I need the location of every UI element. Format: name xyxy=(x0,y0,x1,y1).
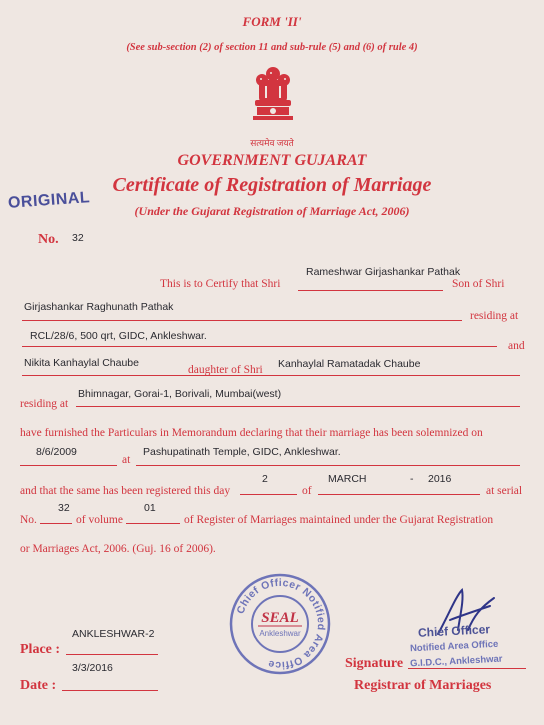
bride-father-name: Kanhaylal Ramatadak Chaube xyxy=(278,358,421,370)
of-volume-label: of volume xyxy=(76,514,123,526)
residing-at-label-2: residing at xyxy=(20,398,69,410)
groom-address: RCL/28/6, 500 qrt, GIDC, Ankleshwar. xyxy=(30,330,207,342)
officer-stamp-line1: Chief Officer xyxy=(417,622,491,640)
and-label: and xyxy=(508,340,525,352)
son-of-label: Son of Shri xyxy=(452,278,505,290)
registrar-label: Registrar of Marriages xyxy=(354,678,492,693)
bride-address-line xyxy=(76,406,520,407)
officer-stamp-line2: Notified Area Office xyxy=(409,638,499,655)
serial-no-line xyxy=(40,523,72,524)
at-serial-label: at serial xyxy=(486,485,523,497)
form-title: FORM 'II' xyxy=(242,14,302,29)
serial-no: 32 xyxy=(58,502,70,514)
date-value: 3/3/2016 xyxy=(72,662,113,674)
subsection-note: (See sub-section (2) of section 11 and sub-rule (5) and (6) of rule 4) xyxy=(126,42,418,53)
officer-stamp-line3: G.I.D.C., Ankleshwar xyxy=(409,653,503,670)
daughter-of-label: daughter of Shri xyxy=(188,364,263,376)
residing-at-label-1: residing at xyxy=(470,310,519,322)
place-line xyxy=(66,654,158,655)
act-text: or Marriages Act, 2006. (Guj. 16 of 2006). xyxy=(20,543,216,555)
reg-day: 2 xyxy=(262,473,268,485)
date-line xyxy=(62,690,158,691)
date-label: Date : xyxy=(20,678,57,693)
reg-month: MARCH xyxy=(328,473,367,485)
marriage-place: Pashupatinath Temple, GIDC, Ankleshwar. xyxy=(143,446,341,458)
act-subtitle: (Under the Gujarat Registration of Marriage Act, 2006) xyxy=(134,204,410,218)
groom-address-line xyxy=(22,346,497,347)
emblem-motto: सत्यमेव जयते xyxy=(250,138,294,148)
government-heading: GOVERNMENT GUJARAT xyxy=(177,152,367,169)
marriage-date: 8/6/2009 xyxy=(36,446,77,458)
groom-father-line xyxy=(22,320,462,321)
at-label: at xyxy=(122,454,131,466)
groom-father-name: Girjashankar Raghunath Pathak xyxy=(24,301,174,313)
reg-day-line xyxy=(240,494,297,495)
groom-name: Rameshwar Girjashankar Pathak xyxy=(306,266,461,278)
serial-no-label: No. xyxy=(20,514,37,526)
groom-name-line xyxy=(298,290,443,291)
marriage-place-line xyxy=(136,465,520,466)
of-label: of xyxy=(302,485,312,497)
place-value: ANKLESHWAR-2 xyxy=(72,628,155,640)
marriage-date-line xyxy=(20,465,117,466)
bride-line xyxy=(22,375,520,376)
seal-place-text: Ankleshwar xyxy=(259,629,301,638)
certificate-no-value: 32 xyxy=(72,232,84,244)
signature-label: Signature xyxy=(345,656,404,671)
certificate-no-label: No. xyxy=(38,232,59,247)
registered-text: and that the same has been registered this day xyxy=(20,485,231,497)
state-emblem-icon xyxy=(249,64,297,132)
register-text: of Register of Marriages maintained under the Gujarat Registration xyxy=(184,514,494,526)
signature-line xyxy=(408,668,526,669)
place-label: Place : xyxy=(20,642,61,657)
date-dash: - xyxy=(410,473,414,485)
reg-month-line xyxy=(318,494,480,495)
volume: 01 xyxy=(144,502,156,514)
seal-center-text: SEAL xyxy=(261,610,299,626)
reg-year: 2016 xyxy=(428,473,452,485)
seal-ring-text: Chief Officer Notified Area Office xyxy=(234,576,328,672)
seal-stamp-icon xyxy=(228,572,332,676)
bride-address: Bhimnagar, Gorai-1, Borivali, Mumbai(west) xyxy=(78,388,282,400)
bride-name: Nikita Kanhaylal Chaube xyxy=(24,357,139,369)
memorandum-text: have furnished the Particulars in Memorandum declaring that their marriage has been solemnized on xyxy=(20,427,483,439)
original-stamp: ORIGINAL xyxy=(7,189,91,212)
certificate-title: Certificate of Registration of Marriage xyxy=(112,174,432,196)
volume-line xyxy=(126,523,180,524)
certify-text: This is to Certify that Shri xyxy=(160,278,281,290)
